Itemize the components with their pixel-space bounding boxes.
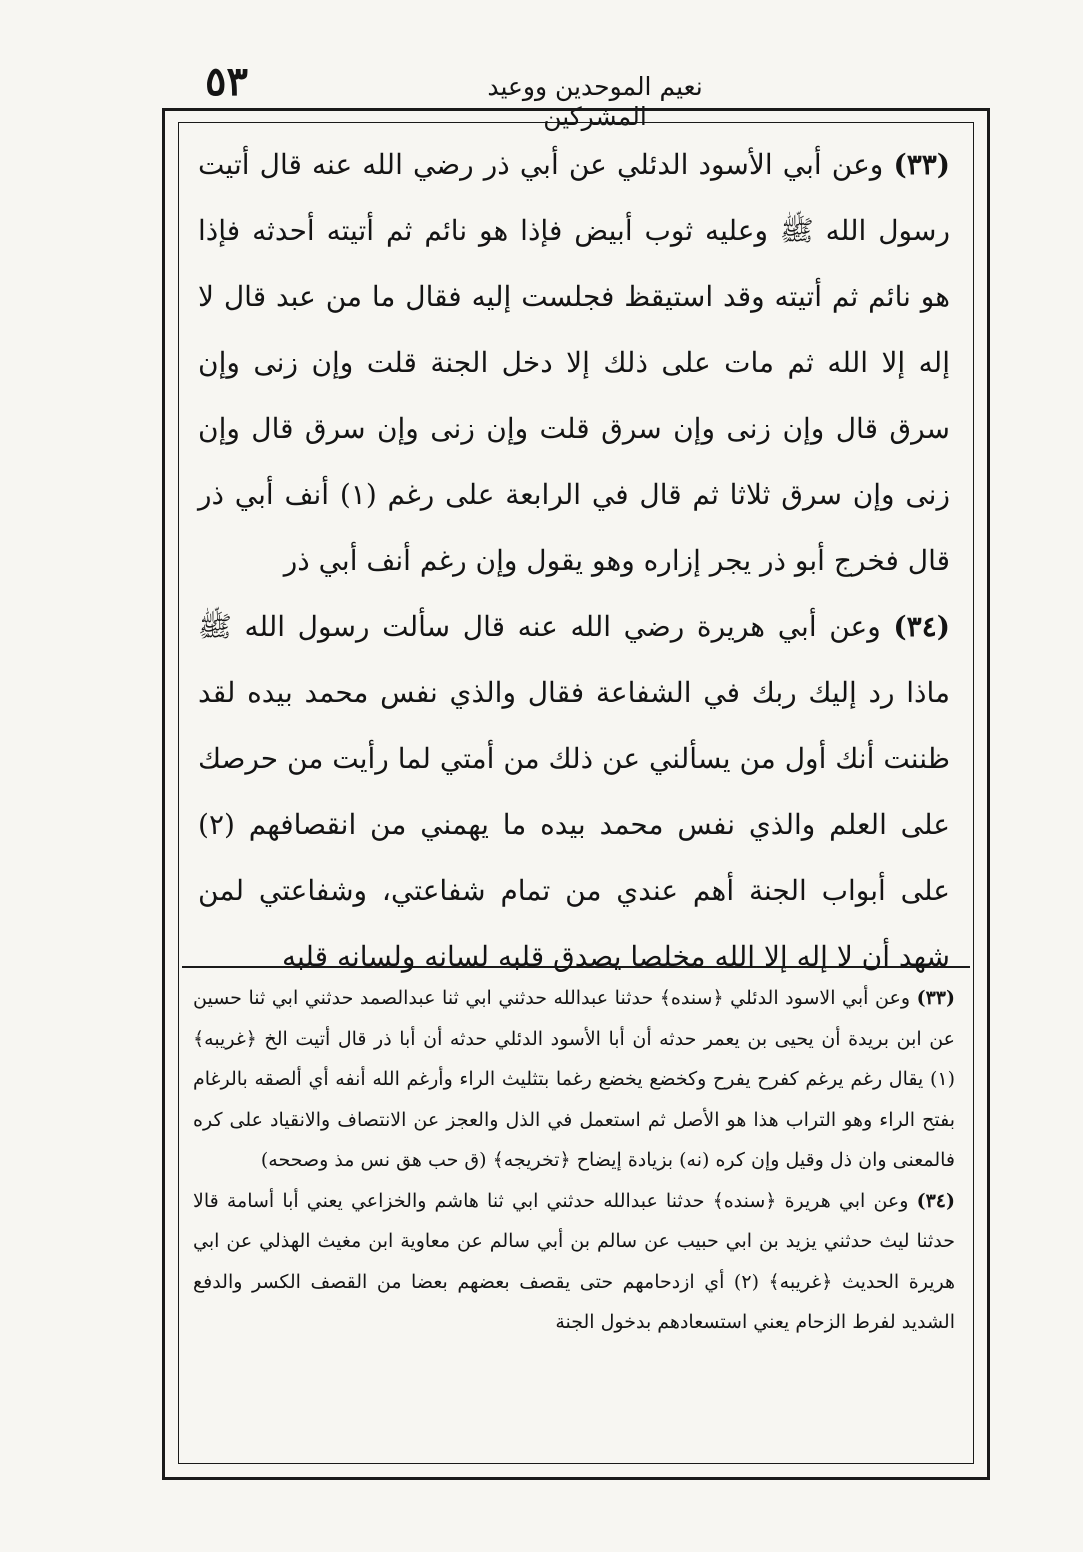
note-34 xyxy=(193,1181,955,1343)
page-header xyxy=(0,0,1083,131)
main-text xyxy=(198,132,950,990)
hadith-34-text: وعن أبي هريرة رضي الله عنه قال سألت رسول الله ﷺ ماذا رد إليك ربك في الشفاعة فقال والذي نفس محمد بيده لقد ظننت أنك أول من يسألني عن ذلك من أمتي لما رأيت من حرصك على العلم والذي نفس محمد بيده ما يهمني من انقصافهم (٢) على أبواب الجنة أهم عندي من تمام شفاعتي، وشفاعتي لمن شهد أن لا إله إلا الله مخلصا يصدق قلبه لسانه ولسانه قلبه xyxy=(197,610,950,973)
note-34-number: (٣٤) xyxy=(916,1189,956,1212)
section-divider xyxy=(182,966,970,968)
page-number: ٥٣ xyxy=(205,58,248,105)
note-34-text: وعن ابي هريرة ﴿سنده﴾ حدثنا عبدالله حدثني ابي ثنا هاشم والخزاعي يعني أبا أسامة قالا حدثنا ليث حدثني يزيد بن ابي حبيب عن سالم بن أبي سالم عن معاوية ابن مغيث الهذلي عن ابي هريرة الحديث ﴿غريبه﴾ (٢) أي ازدحامهم حتى يقصف بعضهم بعضا من القصف الكسر والدفع الشديد لفرط الزحام يعني استسعادهم بدخول الجنة xyxy=(193,1189,955,1333)
running-title: نعيم الموحدين ووعيد المشركين xyxy=(487,72,703,131)
hadith-33-text: وعن أبي الأسود الدئلي عن أبي ذر رضي الله عنه قال أتيت رسول الله ﷺ وعليه ثوب أبيض فإذا هو نائم ثم أتيته أحدثه فإذا هو نائم ثم أتيته وقد استيقظ فجلست إليه فقال ما من عبد قال لا إله إلا الله ثم مات على ذلك إلا دخل الجنة قلت وإن زنى وإن سرق قال وإن زنى وإن سرق قلت وإن زنى وإن سرق قال وإن زنى وإن سرق ثلاثا ثم قال في الرابعة على رغم (١) أنف أبي ذر قال فخرج أبو ذر يجر إزاره وهو يقول وإن رغم أنف أبي ذر xyxy=(198,148,950,577)
hadith-34-number: (٣٤) xyxy=(893,610,950,643)
footnotes xyxy=(193,978,955,1343)
hadith-33 xyxy=(198,132,950,594)
hadith-34 xyxy=(198,594,950,990)
note-33-text: وعن أبي الاسود الدئلي ﴿سنده﴾ حدثنا عبدالله حدثني ابي ثنا عبدالصمد حدثني ابي ثنا حسين عن ابن بريدة أن يحيى بن يعمر حدثه أن أبا الأسود الدئلي حدثه أن أبا ذر قال أتيت الخ ﴿غريبه﴾ (١) يقال رغم يرغم كفرح يفرح وكخضع يخضع رغما بتثليث الراء وأرغم الله أنفه أي ألصقه بالرغام بفتح الراء وهو التراب هذا هو الأصل ثم استعمل في الذل والعجز عن الانتصاف والانقياد على كره فالمعنى وان ذل وقيل وإن كره (نه) بزيادة إيضاح ﴿تخريجه﴾ (ق حب هق نس مذ وصححه) xyxy=(193,987,955,1171)
note-33 xyxy=(193,978,955,1181)
hadith-33-number: (٣٣) xyxy=(893,148,951,181)
note-33-number: (٣٣) xyxy=(916,987,955,1009)
